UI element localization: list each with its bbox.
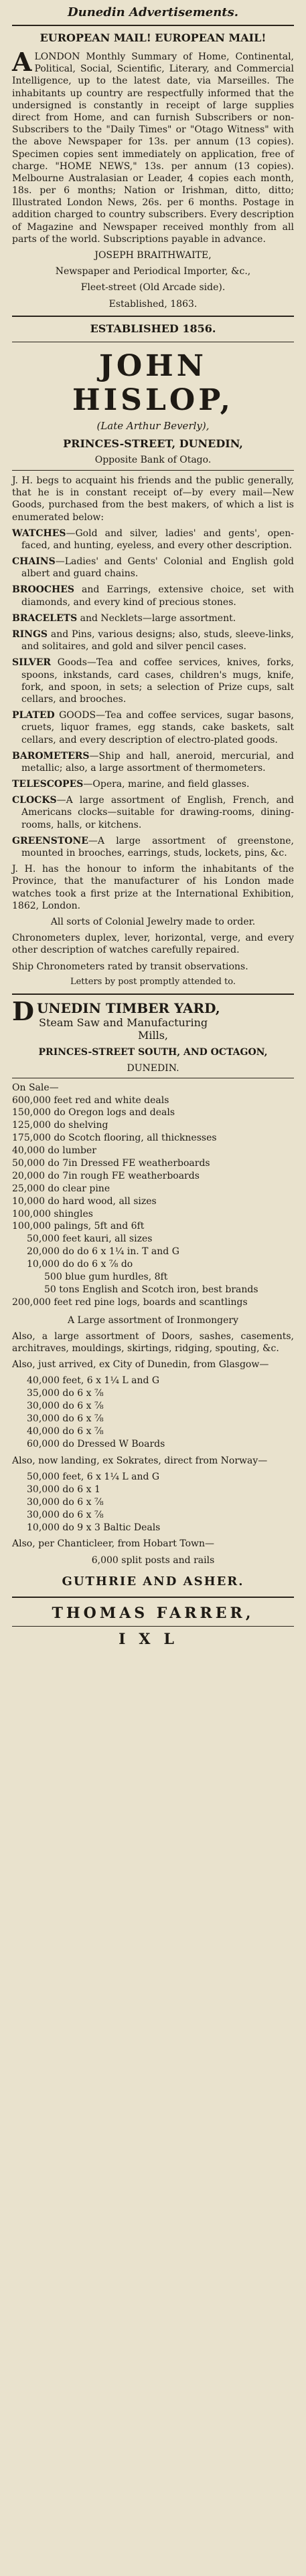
- divider: [12, 1597, 294, 1598]
- timber-yard-street: PRINCES-STREET SOUTH, AND OCTAGON,: [38, 1046, 268, 1058]
- chronometer-text: Chronometers duplex, lever, horizontal, verge, and every other description of watches carefully repaired.: [12, 933, 294, 956]
- divider: [12, 1626, 294, 1627]
- timber-yard-title-text: UNEDIN TIMBER YARD,: [36, 1000, 220, 1016]
- stock-line: 100,000 palings, 5ft and 6ft: [12, 1221, 145, 1232]
- intro-text: J. H. begs to acquaint his friends and the public generally, that he is in constant receipt of—by every mail—New Goods, purchased from the best makers, of which a list is enumerated below:: [12, 475, 294, 523]
- goods-desc: —Ship and hall, aneroid, mercurial, and metallic; also, a large assortment of thermometers.: [21, 750, 294, 774]
- firm-name: GUTHRIE AND ASHER.: [62, 1574, 244, 1589]
- doors-text: Also, a large assortment of Doors, sashes, casements, architraves, mouldings, skirtings, ridging, spouting, &c.: [12, 1330, 294, 1355]
- glasgow-line: 35,000 do 6 x ⅞: [27, 1388, 104, 1399]
- business-name: JOHN HISLOP,: [72, 348, 234, 417]
- posts-line: 6,000 split posts and rails: [91, 1554, 215, 1566]
- goods-desc: and Earrings, extensive choice, set with diamonds, and every kind of precious stones.: [21, 584, 294, 608]
- goods-item: [12, 556, 294, 580]
- divider: [12, 25, 294, 26]
- goods-name: GREENSTONE: [12, 835, 88, 846]
- timber-yard-ad: [12, 996, 294, 1589]
- ship-chronometer-text: Ship Chronometers rated by transit observations.: [12, 961, 248, 972]
- glasgow-line: 40,000 feet, 6 x 1¼ L and G: [27, 1375, 160, 1387]
- goods-desc: —Gold and silver, ladies' and gents', open-faced, and hunting, eyeless, and every other description.: [21, 528, 294, 551]
- goods-name: CLOCKS: [12, 795, 57, 806]
- goods-desc: —A large assortment of English, French, and Americans clocks—suitable for drawing-rooms, dining-rooms, halls, or kitchens.: [21, 795, 294, 830]
- honour-text: J. H. has the honour to inform the inhabitants of the Province, that the manufacturer of his London made watches took a first prize at the International Exhibition, 1862, London.: [12, 864, 294, 911]
- divider: [12, 470, 294, 471]
- glasgow-line: 30,000 do 6 x ⅞: [27, 1413, 104, 1425]
- established-line: Established, 1863.: [108, 298, 198, 310]
- norway-line: 30,000 do 6 x ⅞: [27, 1496, 104, 1508]
- business-street: PRINCES-STREET, DUNEDIN,: [63, 437, 243, 450]
- divider: [12, 993, 294, 995]
- stock-line: 600,000 feet red and white deals: [12, 1094, 169, 1106]
- goods-name: BROOCHES: [12, 584, 75, 596]
- stock-line: 50 tons English and Scotch iron, best brands: [44, 1284, 258, 1295]
- goods-item: [12, 628, 294, 653]
- goods-item: [12, 584, 294, 608]
- glasgow-line: 40,000 do 6 x ⅞: [27, 1426, 104, 1437]
- ironmongery-text: A Large assortment of Ironmongery: [67, 1314, 238, 1326]
- goods-name: CHAINS: [12, 556, 56, 568]
- arrival-hobart: Also, per Chanticleer, from Hobart Town—: [12, 1538, 215, 1550]
- arrival-norway: Also, now landing, ex Sokrates, direct from Norway—: [12, 1455, 268, 1466]
- goods-desc: —A large assortment of greenstone, mounted in brooches, earrings, studs, lockets, pins, &c.: [21, 835, 294, 858]
- goods-desc: —Opera, marine, and field glasses.: [83, 779, 250, 790]
- glasgow-line: 60,000 do Dressed W Boards: [27, 1438, 165, 1449]
- goods-name: BAROMETERS: [12, 750, 90, 762]
- stock-line: 20,000 do do 6 x 1¼ in. T and G: [27, 1246, 179, 1258]
- goods-item: [12, 657, 294, 705]
- divider: [12, 316, 294, 317]
- glasgow-line: 30,000 do 6 x ⅞: [27, 1401, 104, 1412]
- ad-title: EUROPEAN MAIL! EUROPEAN MAIL!: [40, 31, 266, 44]
- stock-line: 50,000 feet kauri, all sizes: [27, 1234, 153, 1245]
- arrival-glasgow: Also, just arrived, ex City of Dunedin, from Glasgow—: [12, 1359, 269, 1371]
- stock-line: 150,000 do Oregon logs and deals: [12, 1107, 175, 1119]
- ad-body-text: LONDON Monthly Summary of Home, Continental, Political, Social, Scientific, Literary, and Commercial Intelligence, up to the latest date, via Marseilles. The inhabitants up country are respectfully informed that the undersigned is constantly in receipt of large supplies direct from Home, and can furnish Subscribers or non-Subscribers to the "Daily Times" or "Otago Witness" with the above Newspaper for 13s. per annum (13 copies). Specimen copies sent immediately on application, free of charge. "HOME NEWS," 13s. per annum (13 copies). Melbourne Australasian or Leader, 4 copies each month, 18s. per 6 months; Nation or Irishman, ditto, ditto; Illustrated London News, 26s. per 6 months. Postage in addition charged to country subscribers. Every description of Magazine and Newspaper received monthly from all parts of the world. Subscriptions payable in advance.: [12, 51, 294, 245]
- goods-name: BRACELETS: [12, 612, 78, 624]
- page-header: Dunedin Advertisements.: [68, 5, 238, 19]
- stock-line: 40,000 do lumber: [12, 1145, 96, 1157]
- norway-line: 30,000 do 6 x ⅞: [27, 1509, 104, 1520]
- goods-name: PLATED: [12, 710, 55, 721]
- letters-text: Letters by post promptly attended to.: [70, 976, 236, 987]
- timber-yard-city: DUNEDIN.: [127, 1062, 179, 1074]
- goods-name: SILVER: [12, 657, 52, 669]
- stock-line: 50,000 do 7in Dressed FE weatherboards: [12, 1158, 210, 1169]
- goods-desc: GOODS—Tea and coffee services, sugar basons, cruets, liquor frames, egg stands, cake baskets, salt cellars, and every description of electro-plated goods.: [21, 710, 294, 745]
- advertiser-address: Fleet-street (Old Arcade side).: [80, 282, 226, 294]
- business-late: (Late Arthur Beverly),: [96, 419, 210, 432]
- stock-line: 500 blue gum hurdles, 8ft: [44, 1272, 168, 1283]
- goods-name: TELESCOPES: [12, 779, 84, 790]
- stock-line: 10,000 do do 6 x ⅞ do: [27, 1259, 133, 1270]
- goods-item: [12, 750, 294, 774]
- stock-line: 100,000 shingles: [12, 1208, 93, 1219]
- timber-yard-subtitle-2: Mills,: [137, 1028, 169, 1042]
- drop-cap: D: [12, 996, 34, 1026]
- business-name: THOMAS FARRER,: [52, 1604, 254, 1622]
- norway-line: 10,000 do 9 x 3 Baltic Deals: [27, 1522, 161, 1533]
- timber-yard-subtitle: Steam Saw and Manufacturing: [39, 1016, 208, 1029]
- goods-desc: —Ladies' and Gents' Colonial and English gold albert and guard chains.: [21, 556, 294, 580]
- advertiser-name: JOSEPH BRAITHWAITE,: [94, 250, 212, 261]
- goods-item: [12, 612, 294, 624]
- ixl-mark: IXL: [119, 1630, 187, 1648]
- norway-line: 30,000 do 6 x 1: [27, 1484, 100, 1495]
- goods-desc: Goods—Tea and coffee services, knives, forks, spoons, inkstands, card cases, children's mugs, knife, fork, and spoon, in sets; a selection of Prize cups, salt cellars, and brooches.: [21, 657, 294, 705]
- goods-name: RINGS: [12, 629, 48, 640]
- goods-desc: and Necklets—large assortment.: [77, 612, 236, 624]
- john-hislop-ad: [12, 322, 294, 988]
- norway-line: 50,000 feet, 6 x 1¼ L and G: [27, 1472, 160, 1482]
- jewelry-text: All sorts of Colonial Jewelry made to order.: [50, 916, 256, 927]
- stock-line: 175,000 do Scotch flooring, all thicknesses: [12, 1133, 217, 1144]
- goods-item: [12, 709, 294, 746]
- stock-line: 10,000 do hard wood, all sizes: [12, 1195, 157, 1207]
- goods-item: [12, 778, 294, 790]
- stock-line: 20,000 do 7in rough FE weatherboards: [12, 1170, 200, 1181]
- business-location: Opposite Bank of Otago.: [94, 454, 212, 465]
- ad-body: [12, 47, 294, 245]
- established-line: ESTABLISHED 1856.: [90, 322, 216, 335]
- goods-item: [12, 835, 294, 859]
- stock-line: 200,000 feet red pine logs, boards and scantlings: [12, 1296, 248, 1308]
- goods-name: WATCHES: [12, 528, 66, 539]
- stock-line: 125,000 do shelving: [12, 1120, 108, 1131]
- goods-desc: and Pins, various designs; also, studs, sleeve-links, and solitaires, and gold and silver pencil cases.: [21, 629, 294, 653]
- advertiser-role: Newspaper and Periodical Importer, &c.,: [55, 266, 251, 277]
- goods-item: [12, 794, 294, 831]
- stock-line: 25,000 do clear pine: [12, 1183, 110, 1194]
- on-sale-label: On Sale—: [12, 1082, 59, 1093]
- thomas-farrer-ad: [12, 1605, 294, 1648]
- goods-item: [12, 528, 294, 552]
- drop-cap: A: [12, 47, 32, 77]
- european-mail-ad: [12, 31, 294, 310]
